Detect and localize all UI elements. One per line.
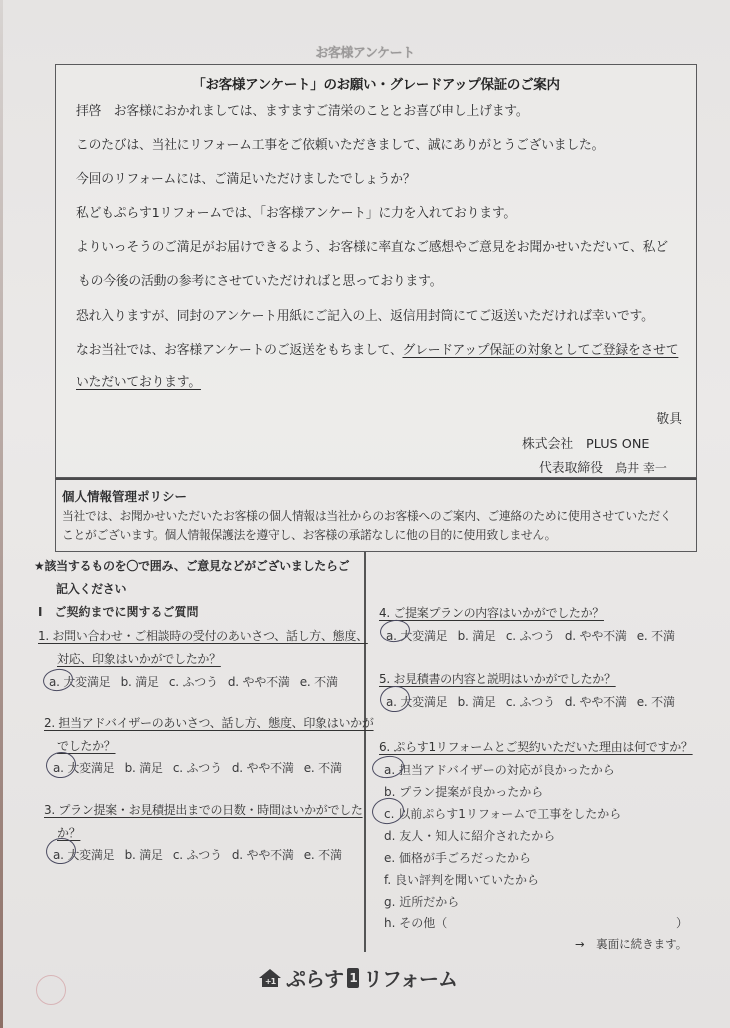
closing-keigu: 敬具 [656,412,682,427]
representative [539,457,667,476]
option-c[interactable]: c. ふつう [505,629,555,643]
logo-text-plus: ぷらす [286,967,343,991]
option-b[interactable]: b. 満足 [124,848,163,862]
option-b[interactable]: b. 満足 [124,761,163,775]
option-c[interactable]: c. ふつう [172,848,222,862]
letter-paragraph: 恐れ入りますが、同封のアンケート用紙にご記入の上、返信用封筒にてご返送いただければ幸いです。 [76,309,654,324]
letter-paragraph: このたびは、当社にリフォーム工事をご依頼いただきまして、誠にありがとうございました。 [76,138,605,153]
option-e[interactable]: e. 不満 [636,695,675,709]
question-1-cont: 対応、印象はいかがでしたか？ [57,652,221,666]
column-divider [364,552,366,952]
continue-note: → 裏面に続きます。 [575,937,688,951]
question-3: 3. プラン提案・お見積提出までの日数・時間はいかがでした [44,803,363,817]
question-2-cont: でしたか？ [57,739,116,753]
letter-paragraph: もの今後の活動の参考にさせていただければと思っております。 [78,274,443,289]
letter-paragraph: 今回のリフォームには、ご満足いただけましたでしょうか？ [76,172,416,187]
letter-paragraph: 私どもぷらす1リフォームでは、「お客様アンケート」に力を入れております。 [76,206,517,221]
guarantee-prefix: なお当社では、お客様アンケートのご返送をもちまして、 [76,343,403,358]
survey-instruction-cont: 記入ください [56,582,127,596]
option-b[interactable]: b. 満足 [120,675,159,689]
option-c[interactable]: c. ふつう [505,695,555,709]
letter-paragraph: よりいっそうのご満足がお届けできるよう、お客様に率直なご感想やご意見をお聞かせいただいて、私ど [76,240,668,255]
question-6: 6. ぷらす1リフォームとご契約いただいた理由は何ですか？ [379,740,693,754]
letter-paragraph: 拝啓 お客様におかれましては、ますますご清栄のこととお喜び申し上げます。 [76,104,529,119]
option-a[interactable]: a. 大変満足 [53,848,115,862]
rating-options-q5 [386,693,685,710]
house-logo-icon [258,968,282,988]
company-name: 株式会社 PLUS ONE [522,437,650,452]
option-a[interactable]: a. 大変満足 [386,629,448,643]
logo-text-reform: リフォーム [363,967,457,991]
reason-a[interactable]: a. 担当アドバイザーの対応が良かったから [384,763,615,777]
privacy-policy-text: 当社では、お聞かせいただいたお客様の個人情報は当社からのお客様へのご案内、ご連絡のために使用させていただく [62,509,672,523]
privacy-policy-text: ことがございます。個人情報保護法を遵守し、お客様の承諾なしに他の目的に使用致しません。 [62,528,557,542]
reason-g[interactable]: g. 近所だから [384,895,460,909]
option-a[interactable]: a. 大変満足 [49,675,111,689]
question-4: 4. ご提案プランの内容はいかがでしたか？ [379,606,604,620]
option-b[interactable]: b. 満足 [457,629,496,643]
option-d[interactable]: d. やや不満 [231,761,294,775]
page-edge [0,0,3,1028]
rating-options-q2 [53,759,352,776]
rating-options-q1 [49,673,348,690]
option-e[interactable]: e. 不満 [303,848,342,862]
privacy-policy-title: 個人情報管理ポリシー [62,489,188,504]
reason-h-other[interactable]: h. その他（ [384,916,448,930]
letter-guarantee-paragraph [76,339,678,358]
representative-name: 鳥井 幸一 [615,461,667,475]
company-logo [258,963,457,992]
option-d[interactable]: d. やや不満 [564,695,627,709]
option-b[interactable]: b. 満足 [457,695,496,709]
document-header-title: お客様アンケート [315,46,415,61]
section-title: Ⅰ ご契約までに関するご質問 [38,605,199,619]
reason-f[interactable]: f. 良い評判を聞いていたから [384,873,539,887]
option-a[interactable]: a. 大変満足 [53,761,115,775]
guarantee-underlined-text-cont: いただいております。 [76,375,201,390]
option-c[interactable]: c. ふつう [168,675,218,689]
reason-b[interactable]: b. プラン提案が良かったから [384,785,544,799]
option-d[interactable]: d. やや不満 [227,675,290,689]
rating-options-q3 [53,846,352,863]
question-3-cont: か？ [57,826,81,840]
survey-instruction: ★該当するものを〇で囲み、ご意見などがございましたらご [34,559,350,573]
option-e[interactable]: e. 不満 [636,629,675,643]
faint-stamp-mark [36,975,66,1005]
reason-c[interactable]: c. 以前ぷらす1リフォームで工事をしたから [384,807,622,821]
option-d[interactable]: d. やや不満 [231,848,294,862]
option-e[interactable]: e. 不満 [299,675,338,689]
option-d[interactable]: d. やや不満 [564,629,627,643]
svg-text:+1: +1 [264,976,276,986]
logo-one-badge: 1 [347,968,359,988]
question-5: 5. お見積書の内容と説明はいかがでしたか？ [379,672,616,686]
reason-e[interactable]: e. 価格が手ごろだったから [384,851,532,865]
question-2: 2. 担当アドバイザーのあいさつ、話し方、態度、印象はいかが [44,716,374,730]
option-c[interactable]: c. ふつう [172,761,222,775]
option-a[interactable]: a. 大変満足 [386,695,448,709]
question-1: 1. お問い合わせ・ご相談時の受付のあいさつ、話し方、態度、 [38,629,368,643]
representative-title: 代表取締役 [539,461,603,476]
guarantee-underlined-text: グレードアップ保証の対象としてご登録をさせて [402,343,679,358]
letter-heading: 「お客様アンケート」のお願い・グレードアップ保証のご案内 [192,77,560,93]
other-paren-close: ） [676,916,689,930]
privacy-policy-box [55,478,697,552]
option-e[interactable]: e. 不満 [303,761,342,775]
rating-options-q4 [386,627,685,644]
letter-box [55,64,697,478]
reason-d[interactable]: d. 友人・知人に紹介されたから [384,829,556,843]
